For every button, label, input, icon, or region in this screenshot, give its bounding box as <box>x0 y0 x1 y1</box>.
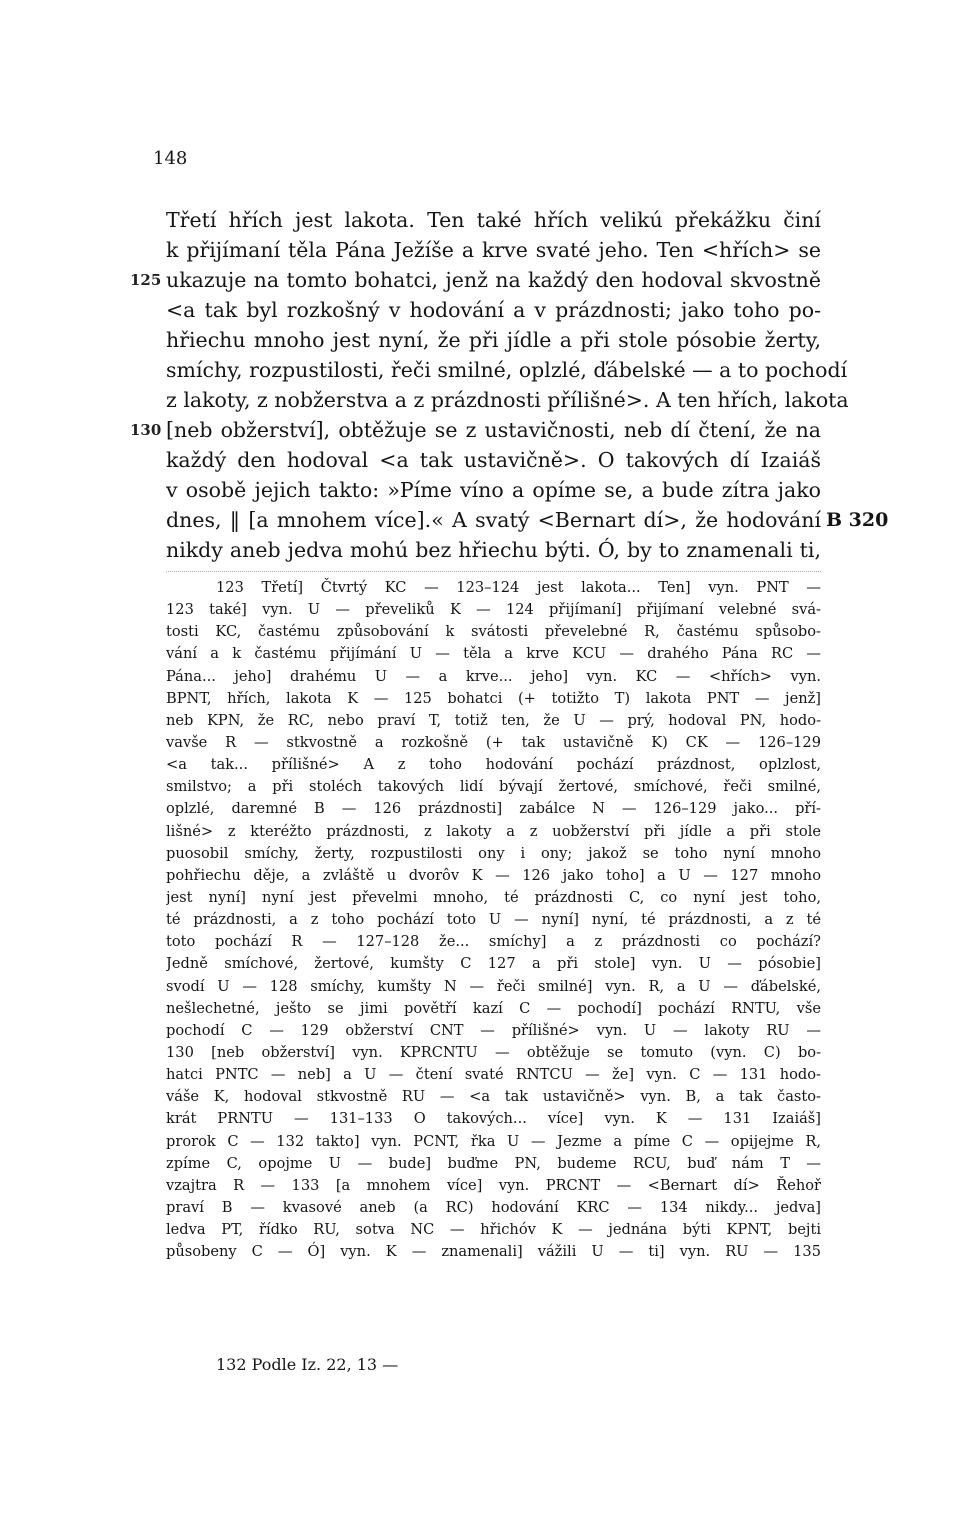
margin-reference: B 320 <box>826 509 889 531</box>
source-note: 132 Podle Iz. 22, 13 — <box>216 1355 399 1374</box>
line-text: v osobě jejich takto: »Píme víno a opíme se, a bude zítra jako <box>166 478 821 502</box>
note-line: lišné> z kteréžto prázdnosti, z lakoty a z uobžerství při jídle a při stole <box>166 822 821 840</box>
note-line: toto pochází R — 127–128 že... smíchy] a z prázdnosti co pochází? <box>166 933 821 951</box>
critical-apparatus <box>166 577 821 1263</box>
note-line: oplzlé, daremné B — 126 prázdnosti] zabálce N — 126–129 jako... pří- <box>166 800 821 818</box>
note-line: neb KPN, že RC, nebo praví T, totiž ten, že U — prý, hodoval PN, hodo- <box>166 711 821 729</box>
line-text: smíchy, rozpustilosti, řeči smilné, oplzlé, ďábelské — a to pochodí <box>166 358 848 382</box>
text-line <box>130 415 821 445</box>
text-line <box>166 205 821 235</box>
page-number: 148 <box>153 148 188 169</box>
note-line: <a tak... přílišné> A z toho hodování pochází prázdnost, oplzlost, <box>166 756 821 774</box>
text-line <box>166 505 889 535</box>
note-line: pochodí C — 129 obžerství CNT — přílišné> vyn. U — lakoty RU — <box>166 1021 821 1039</box>
note-line: tosti KC, častému způsobování k svátosti převelebné R, častému spůsobo- <box>166 623 821 641</box>
note-line: 130 [neb obžerství] vyn. KPRCNTU — obtěžuje se tomuto (vyn. C) bo- <box>166 1043 821 1061</box>
line-text: z lakoty, z nobžerstva a z prázdnosti přílišné>. A ten hřích, lakota <box>166 388 849 412</box>
main-text <box>130 205 889 565</box>
note-line: zpíme C, opojme U — bude] buďme PN, budeme RCU, buď nám T — <box>166 1154 821 1172</box>
line-text: <a tak byl rozkošný v hodování a v prázdnosti; jako toho po- <box>166 298 821 322</box>
note-line: ledva PT, řídko RU, sotva NC — hřichóv K — jednána býti KPNT, bejti <box>166 1221 821 1239</box>
line-text: nikdy aneb jedva mohú bez hřiechu býti. Ó, by to znamenali ti, <box>166 538 821 562</box>
note-line: 123 také] vyn. U — převeliků K — 124 přijímaní] přijímaní velebné svá- <box>166 601 821 619</box>
line-number: 125 <box>130 271 162 289</box>
text-line <box>166 355 848 385</box>
line-text: Třetí hřích jest lakota. Ten také hřích velikú překážku činí <box>166 208 821 232</box>
note-line: vání a k častému přijímání U — těla a krve KCU — drahého Pána RC — <box>166 645 821 663</box>
line-text: [neb obžerství], obtěžuje se z ustavičnosti, neb dí čtení, že na <box>166 418 821 442</box>
footnote-rule <box>166 571 821 572</box>
text-line <box>166 235 821 265</box>
text-line <box>166 325 821 355</box>
text-line <box>130 265 821 295</box>
note-line: puosobil smíchy, žerty, rozpustilosti ony i ony; jakož se toho nyní mnoho <box>166 844 821 862</box>
note-line: nešlechetné, ješto se jimi povětří kazí C — pochodí] pochází RNTU, vše <box>166 999 821 1017</box>
note-line: hatci PNTC — neb] a U — čtení svaté RNTCU — že] vyn. C — 131 hodo- <box>166 1066 821 1084</box>
note-line: Pána... jeho] drahému U — a krve... jeho] vyn. KC — <hřích> vyn. <box>166 667 821 685</box>
note-line: jest nyní] nyní jest převelmi mnoho, té prázdnosti C, co nyní jest toho, <box>166 888 821 906</box>
note-line: BPNT, hřích, lakota K — 125 bohatci (+ totižto T) lakota PNT — jenž] <box>166 689 821 707</box>
text-line <box>166 295 821 325</box>
text-line <box>166 445 821 475</box>
text-line <box>166 475 821 505</box>
line-text: k přijímaní těla Pána Ježíše a krve svaté jeho. Ten <hřích> se <box>166 238 821 262</box>
note-line: praví B — kvasové aneb (a RC) hodování KRC — 134 nikdy... jedva] <box>166 1198 821 1216</box>
text-line <box>166 535 821 565</box>
note-line: vzajtra R — 133 [a mnohem více] vyn. PRCNT — <Bernart dí> Řehoř <box>166 1176 821 1194</box>
note-line: 123 Třetí] Čtvrtý KC — 123–124 jest lakota... Ten] vyn. PNT — <box>216 579 821 596</box>
line-text: každý den hodoval <a tak ustavičně>. O takových dí Izaiáš <box>166 448 821 472</box>
line-text: hřiechu mnoho jest nyní, že při jídle a při stole pósobie žerty, <box>166 328 821 352</box>
line-text: ukazuje na tomto bohatci, jenž na každý den hodoval skvostně <box>166 268 821 292</box>
note-line: té prázdnosti, a z toho pochází toto U — nyní] nyní, té prázdnosti, a z té <box>166 911 821 929</box>
note-line: krát PRNTU — 131–133 O takových... více] vyn. K — 131 Izaiáš] <box>166 1110 821 1128</box>
note-line: váše K, hodoval stkvostně RU — <a tak ustavičně> vyn. B, a tak často- <box>166 1088 821 1106</box>
note-line: smilstvo; a při stoléch takových lidí bývají žertové, smíchové, řeči smilné, <box>166 778 821 796</box>
note-line: prorok C — 132 takto] vyn. PCNT, řka U — Jezme a píme C — opijejme R, <box>166 1132 821 1150</box>
note-line: pohřiechu děje, a zvláště u dvorôv K — 126 jako toho] a U — 127 mnoho <box>166 866 821 884</box>
note-line: působeny C — Ó] vyn. K — znamenali] vážili U — ti] vyn. RU — 135 <box>166 1243 821 1261</box>
line-number: 130 <box>130 421 162 439</box>
line-text: dnes, ‖ [a mnohem více].« A svatý <Bernart dí>, že hodování <box>166 508 821 532</box>
text-line <box>166 385 849 415</box>
note-line: svodí U — 128 smíchy, kumšty N — řeči smilné] vyn. R, a U — ďábelské, <box>166 977 821 995</box>
note-line: vavše R — stkvostně a rozkošně (+ tak ustavičně K) CK — 126–129 <box>166 733 821 751</box>
note-line: Jedně smíchové, žertové, kumšty C 127 a při stole] vyn. U — pósobie] <box>166 955 821 973</box>
